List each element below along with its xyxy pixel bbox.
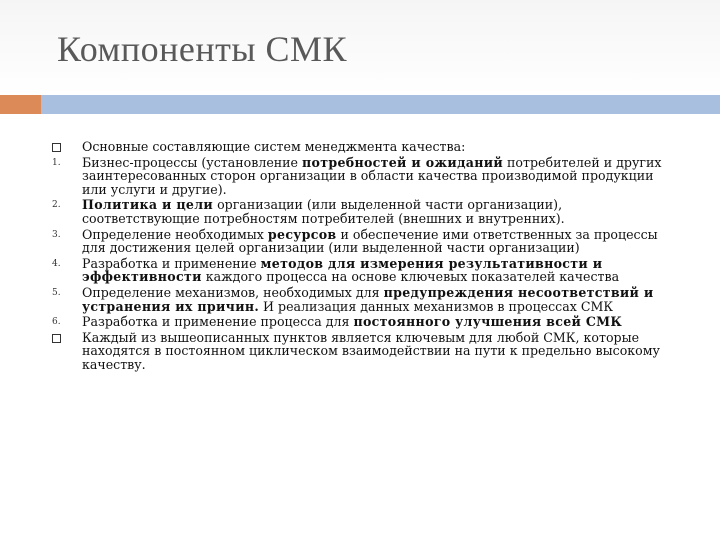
list-item [52,286,678,313]
list-number: 1. [52,157,61,168]
plain-text: И реализация данных механизмов в процессах СМК [259,298,614,314]
emphasis-text: предупреждения несоответствий и устранения их причин. [82,284,654,314]
square-bullet-icon [52,334,61,343]
plain-text: Разработка и применение [82,255,261,271]
list-number: 4. [52,258,61,269]
conclusion-bullet [52,331,678,372]
list-item-text [82,155,661,197]
plain-text: и обеспечение ими ответственных за процессы для достижения целей организации (или выделенной части организации) [82,226,658,256]
list-item [52,257,678,284]
emphasis-text: методов для измерения результативности и эффективности [82,255,603,285]
emphasis-text: потребностей и ожиданий [302,154,504,170]
list-item-text [82,256,619,285]
list-number: 2. [52,200,61,211]
plain-text: Бизнес-процессы (установление [82,154,303,170]
list-item [52,156,678,197]
list-item-text [82,227,658,256]
square-bullet-icon [52,143,61,152]
list-item [52,228,678,255]
plain-text: потребителей и других заинтересованных сторон организации в области качества производимой продукции или услуги и другие). [82,154,662,197]
list-item-text [82,285,654,314]
plain-text: Определение механизмов, необходимых для [82,284,384,300]
intro-bullet [52,140,678,154]
slide-title: Компоненты СМК [57,29,348,69]
slide-content [52,140,678,374]
plain-text: Определение необходимых [82,226,268,242]
conclusion-text: Каждый из вышеописанных пунктов является ключевым для любой СМК, которые находятся в постоянном циклическом взаимодействии на пути к предельно высокому качеству. [82,329,660,372]
plain-text: Разработка и применение процесса для [82,314,354,330]
plain-text: организации (или выделенной части организации), соответствующие потребностям потребителей (внешних и внутренних). [82,197,565,226]
list-item [52,315,678,329]
emphasis-text: Политика и цели [82,197,214,213]
list-item-text [82,314,622,329]
title-area [0,0,720,95]
list-number: 5. [52,287,61,298]
accent-bar-orange [0,95,41,114]
plain-text: каждого процесса на основе ключевых показателей качества [201,269,620,285]
emphasis-text: ресурсов [267,226,337,242]
intro-text: Основные составляющие систем менеджмента качества: [82,139,466,154]
list-number: 3. [52,229,61,240]
list-item [52,198,678,225]
list-number: 6. [52,317,61,328]
list-item-text [82,197,565,226]
accent-bar-blue [41,95,720,114]
numbered-list [52,156,678,329]
emphasis-text: постоянного улучшения всей СМК [353,314,623,330]
